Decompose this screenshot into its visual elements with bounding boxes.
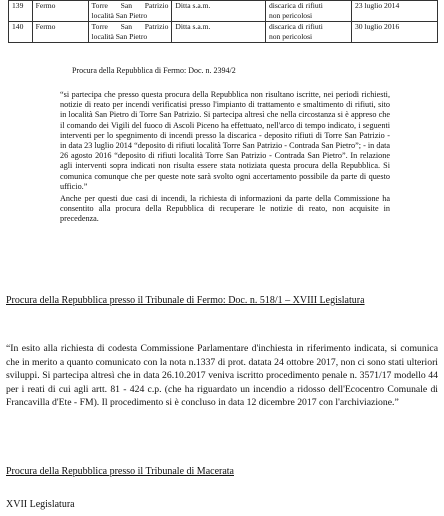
row-place (88, 22, 172, 43)
incidents-table (8, 0, 438, 43)
place-word: Torre (91, 22, 108, 31)
row-city: Fermo (32, 22, 88, 43)
row-place (88, 1, 172, 22)
row-date: 30 luglio 2016 (351, 22, 437, 43)
description-line-1: discarica di rifiuti (268, 22, 323, 31)
place-word: Torre (91, 1, 108, 10)
row-description (265, 1, 351, 22)
place-word: Patrizio (144, 1, 169, 10)
section-body (6, 342, 438, 410)
table-row (9, 22, 438, 43)
document-title: Procura della Repubblica di Fermo: Doc. n. 2394/2 (72, 66, 236, 75)
place-word: San (120, 1, 133, 10)
section-heading: Procura della Repubblica presso il Tribunale di Macerata (6, 466, 234, 477)
legislature-label: XVII Legislatura (6, 499, 75, 510)
row-description (265, 22, 351, 43)
description-line-2: non pericolosi (268, 32, 313, 41)
place-line-2: località San Pietro (91, 32, 148, 41)
row-company: Ditta s.a.m. (172, 22, 266, 43)
quoted-document-body (60, 90, 390, 225)
place-line-2: località San Pietro (91, 11, 148, 20)
table-row (9, 1, 438, 22)
row-number: 140 (9, 22, 33, 43)
row-number: 139 (9, 1, 33, 22)
row-company: Ditta s.a.m. (172, 1, 266, 22)
row-city: Fermo (32, 1, 88, 22)
section-heading: Procura della Repubblica presso il Tribunale di Fermo: Doc. n. 518/1 – XVIII Legislatura (6, 295, 365, 306)
quote-paragraph: “In esito alla richiesta di codesta Commissione Parlamentare d'inchiesta in riferimento indicata, si comunica che in merito a quanto comunicato con la nota n.1337 di prot. datata 24 ottobre 2017, non ci sono stati ulteriori sviluppi. Si partecipa altresì che in data 26.10.2017 veniva iscritto procedimento penale n. 3571/17 modello 44 per i reati di cui agli artt. 81 - 424 c.p. (che ha riguardato un incendio a ridosso dell'Ecocentro Comunale di Francavilla d'Ete - FM). Il procedimento si è concluso in data 12 dicembre 2017 con l'archiviazione.” (6, 343, 438, 409)
commentary-paragraph: Anche per questi due casi di incendi, la richiesta di informazioni da parte della Commissione ha consentito alla procura della Repubblica di recuperare le notizie di reato, non acquisite in precedenza. (60, 194, 390, 224)
row-date: 23 luglio 2014 (351, 1, 437, 22)
description-line-2: non pericolosi (268, 11, 313, 20)
quote-paragraph: “si partecipa che presso questa procura della Repubblica non risultano iscritte, nei periodi richiesti, notizie di reato per incendi verificatisi presso l'impianto di trattamento e smaltimento di rifiuti, sito in località San Pietro di Torre San Patrizio. Si partecipa altresì che nella circostanza si è appreso che il comando dei Vigili del fuoco di Ascoli Piceno ha effettuato, nell'arco di tempo indicato, i seguenti interventi per lo spegnimento di incendi presso la discarica - deposito rifiuti di Torre San Patrizio - in data 23 luglio 2014 “deposito di rifiuti località Torre San Patrizio - Contrada San Pietro”; - in data 26 agosto 2016 “deposito di rifiuti località Torre San Patrizio - Contrada San Pietro”. In relazione agli interventi sopra indicati non risulta essere stata notiziata questa procura della Repubblica. Si comunica comunque che per queste note sarà svolto ogni accertamento possibile da parte di questo ufficio.” (60, 90, 390, 191)
description-line-1: discarica di rifiuti (268, 1, 323, 10)
place-word: San (120, 22, 133, 31)
place-word: Patrizio (144, 22, 169, 31)
